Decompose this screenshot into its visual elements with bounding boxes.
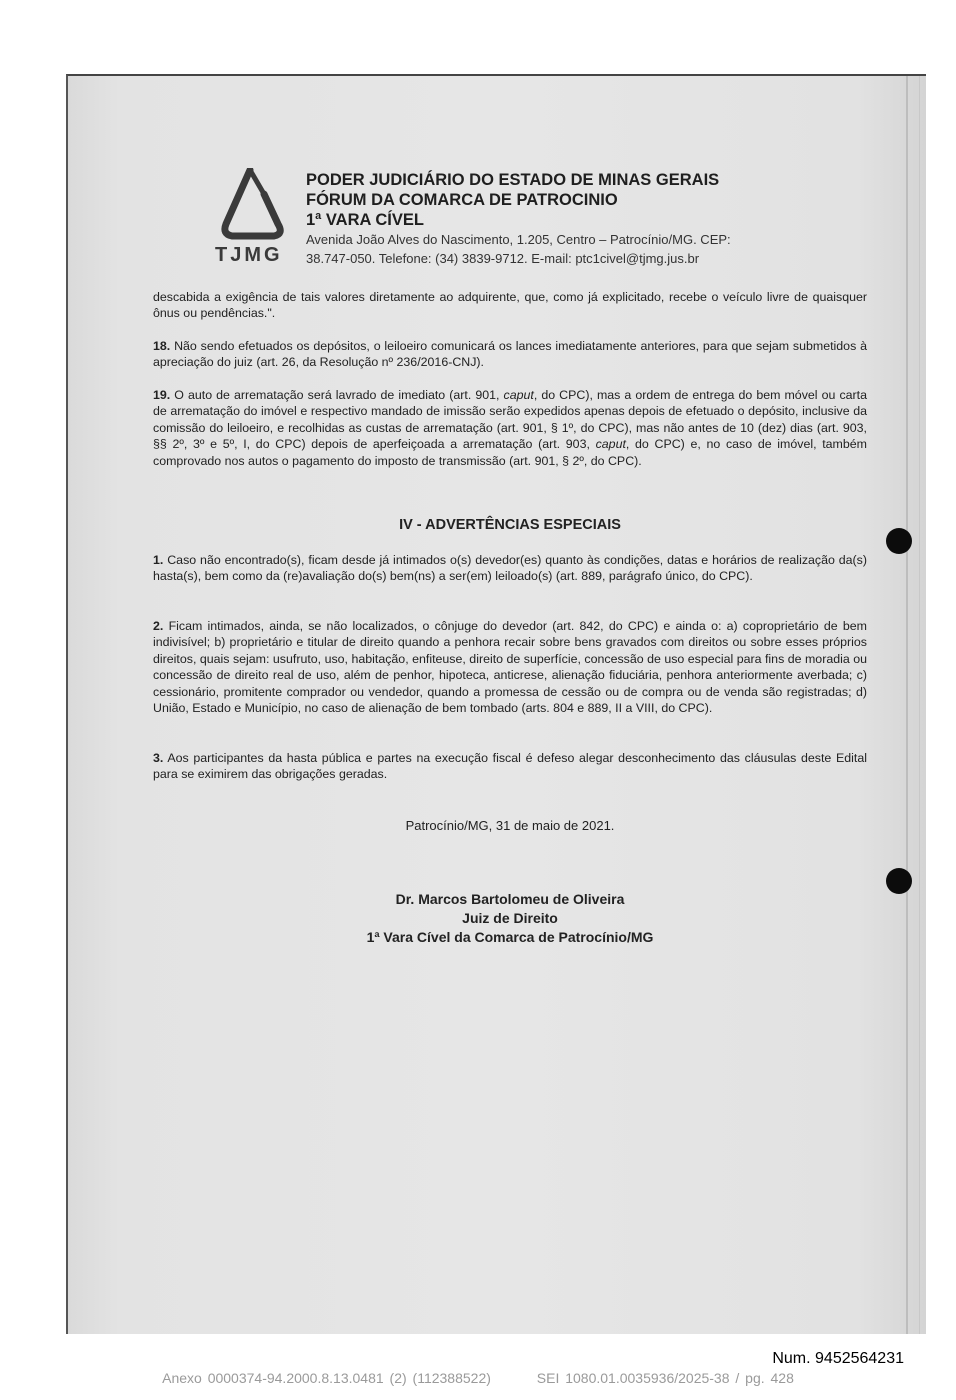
scan-edge: [919, 76, 920, 1334]
paragraph-18: 18. Não sendo efetuados os depósitos, o leiloeiro comunicará os lances imediatamente anteriores, para que sejam submetidos à apreciação do juiz (art. 26, da Resolução nº 236/2016-CNJ).: [153, 339, 867, 370]
header-address-line2: 38.747-050. Telefone: (34) 3839-9712. E-mail: ptc1civel@tjmg.jus.br: [306, 251, 700, 266]
paragraph-continuation: descabida a exigência de tais valores diretamente ao adquirente, que, como já explicitado, recebe o veículo livre de quaisquer ônus ou pendências.".: [153, 290, 867, 321]
advertencia-item-1: 1. Caso não encontrado(s), ficam desde já intimados o(s) devedor(es) quanto às condições, datas e horários de realização da(s) hasta(s), bem como da (re)avaliação do(s) bem(ns) a ser(em) leiloado(s) (art. 889, parágrafo único, do CPC).: [153, 553, 867, 584]
advertencia-item-2: 2. Ficam intimados, ainda, se não localizados, o cônjuge do devedor (art. 842, do CPC) e ainda o: a) coproprietário de bem indivisível; b) proprietário e titular de direito quando a penhora recair sobre bens gravados com direitos ou sobre esses próprios direitos, quais sejam: usufruto, uso, habitação, enfiteuse, direito de superfície, concessão de uso especial para fins de moradia ou concessão de direito real de uso, além de penhor, hipoteca, anticrese, alienação fiduciária, penhora anteriormente averbada; c) cessionário, promitente comprador ou vendedor, quando a promessa de cessão ou de compra ou de venda são registradas; d) União, Estado e Município, no caso de alienação de bem tombado (arts. 804 e 889, II a VIII, do CPC).: [153, 619, 867, 716]
document-header: [306, 170, 826, 268]
document-number: Num. 9452564231: [772, 1350, 904, 1367]
item-number: 1.: [153, 553, 164, 567]
header-vara: 1ª VARA CÍVEL: [306, 211, 424, 229]
footer-reference: [0, 1370, 956, 1386]
footer-anexo: Anexo 0000374-94.2000.8.13.0481 (2) (112388522): [162, 1370, 491, 1386]
footer-sei: SEI 1080.01.0035936/2025-38 / pg. 428: [536, 1370, 794, 1386]
paragraph-number: 19.: [153, 388, 171, 402]
court-name: 1ª Vara Cível da Comarca de Patrocínio/MG: [366, 929, 654, 945]
paragraph-19: 19. O auto de arrematação será lavrado de imediato (art. 901, caput, do CPC), mas a ordem de entrega do bem móvel ou carta de arrematação do imóvel e respectivo mandado de imissão serão expedidos apenas depois de efetuado o depósito, inclusive da comissão do leiloeiro, e recolhidas as custas de arrematação (art. 901, § 1º, do CPC), mas não antes de 10 (dez) dias (art. 903, §§ 2º, 3º e 5º, I, do CPC) depois de aperfeiçoada a arrematação (art. 903, caput, do CPC) e, no caso de imóvel, também comprovado nos autos o pagamento do imposto de transmissão (art. 901, § 2º, do CPC).: [153, 388, 867, 468]
punch-hole-bottom: [886, 868, 912, 894]
judge-name: Dr. Marcos Bartolomeu de Oliveira: [395, 891, 625, 907]
scanned-page: [66, 74, 926, 1334]
scan-edge: [906, 76, 908, 1334]
advertencia-item-3: 3. Aos participantes da hasta pública e partes na execução fiscal é defeso alegar desconhecimento das cláusulas deste Edital para se eximirem das obrigações geradas.: [153, 751, 867, 782]
section-title: IV - ADVERTÊNCIAS ESPECIAIS: [399, 517, 621, 533]
header-forum: FÓRUM DA COMARCA DE PATROCINIO: [306, 191, 618, 209]
item-number: 3.: [153, 751, 164, 765]
punch-hole-top: [886, 528, 912, 554]
judge-title: Juiz de Direito: [462, 910, 558, 926]
header-court: PODER JUDICIÁRIO DO ESTADO DE MINAS GERAIS: [306, 171, 720, 189]
logo-text: TJMG: [215, 244, 283, 266]
paragraph-number: 18.: [153, 339, 171, 353]
item-number: 2.: [153, 619, 164, 633]
signature-block: [153, 890, 867, 947]
header-address-line1: Avenida João Alves do Nascimento, 1.205, Centro – Patrocínio/MG. CEP:: [306, 232, 731, 247]
document-date: Patrocínio/MG, 31 de maio de 2021.: [405, 818, 615, 833]
